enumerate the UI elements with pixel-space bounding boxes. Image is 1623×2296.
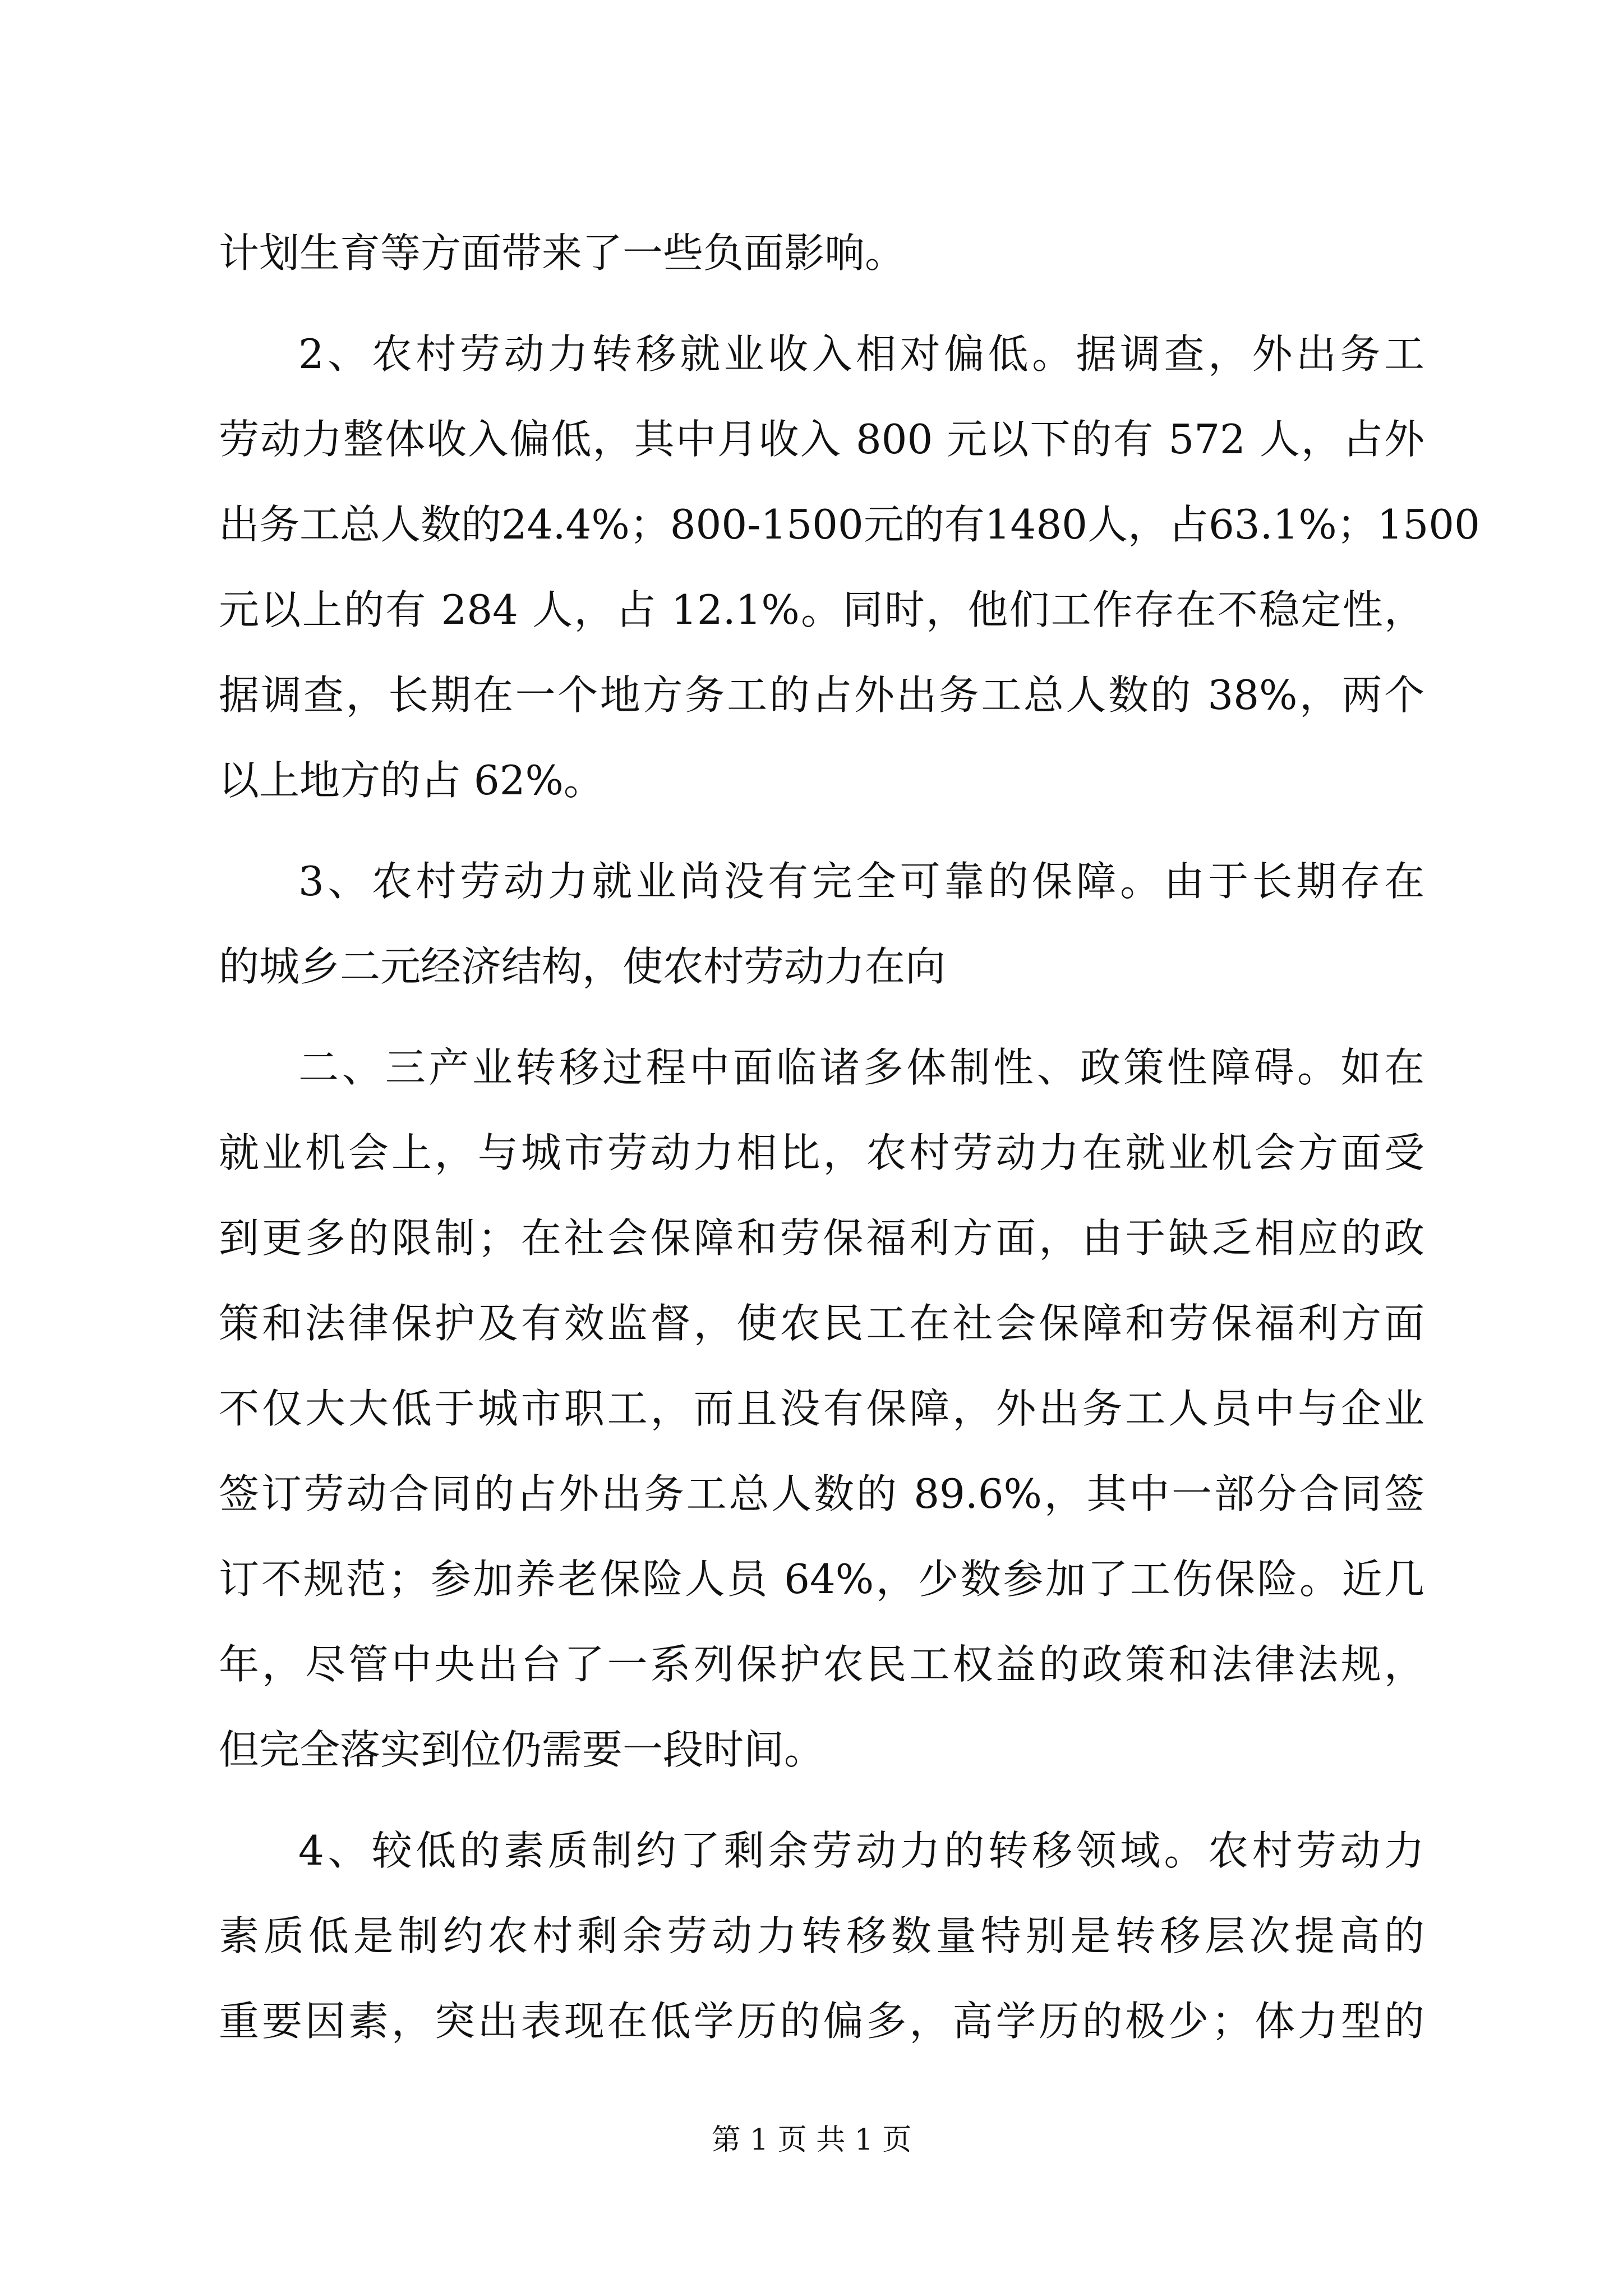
paragraph bbox=[219, 839, 1424, 1009]
paragraph bbox=[219, 311, 1480, 823]
paragraph bbox=[219, 1808, 1424, 2064]
text-line: 二、三产业转移过程中面临诸多体制性、政策性障碍。如在 bbox=[298, 1044, 1424, 1091]
text-line: 据调查，长期在一个地方务工的占外出务工总人数的 38%，两个 bbox=[219, 671, 1424, 719]
text-line: 以上地方的占 62%。 bbox=[219, 757, 604, 804]
text-line: 不仅大大低于城市职工，而且没有保障，外出务工人员中与企业 bbox=[219, 1385, 1424, 1432]
text-line: 重要因素，突出表现在低学历的偏多，高学历的极少；体力型的 bbox=[219, 1998, 1424, 2045]
paragraph bbox=[219, 210, 1424, 296]
text-line: 劳动力整体收入偏低，其中月收入 800 元以下的有 572 人，占外 bbox=[219, 416, 1424, 463]
text-line: 元以上的有 284 人，占 12.1%。同时，他们工作存在不稳定性， bbox=[219, 586, 1424, 633]
text-line: 素质低是制约农村剩余劳动力转移数量特别是转移层次提高的 bbox=[219, 1912, 1424, 1959]
text-line: 计划生育等方面带来了一些负面影响。 bbox=[219, 229, 906, 277]
page-footer: 第 1 页 共 1 页 bbox=[711, 2123, 912, 2157]
paragraph bbox=[219, 1025, 1424, 1792]
text-line: 签订劳动合同的占外出务工总人数的 89.6%，其中一部分合同签 bbox=[219, 1470, 1424, 1517]
text-line: 2、农村劳动力转移就业收入相对偏低。据调查，外出务工 bbox=[298, 330, 1424, 378]
text-line: 的城乡二元经济结构，使农村劳动力在向 bbox=[219, 943, 946, 990]
text-line: 订不规范；参加养老保险人员 64%，少数参加了工伤保险。近几 bbox=[219, 1556, 1424, 1603]
text-line: 年，尽管中央出台了一系列保护农民工权益的政策和法律法规， bbox=[219, 1641, 1424, 1688]
text-line: 但完全落实到位仍需要一段时间。 bbox=[219, 1726, 825, 1773]
text-line: 出务工总人数的24.4%；800-1500元的有1480人，占63.1%；1500 bbox=[219, 501, 1480, 548]
text-line: 就业机会上，与城市劳动力相比，农村劳动力在就业机会方面受 bbox=[219, 1129, 1424, 1176]
text-line: 4、较低的素质制约了剩余劳动力的转移领域。农村劳动力 bbox=[298, 1827, 1424, 1874]
text-line: 策和法律保护及有效监督，使农民工在社会保障和劳保福利方面 bbox=[219, 1300, 1424, 1347]
text-line: 到更多的限制；在社会保障和劳保福利方面，由于缺乏相应的政 bbox=[219, 1214, 1424, 1262]
document-body bbox=[219, 210, 1480, 2064]
text-line: 3、农村劳动力就业尚没有完全可靠的保障。由于长期存在 bbox=[298, 858, 1424, 905]
